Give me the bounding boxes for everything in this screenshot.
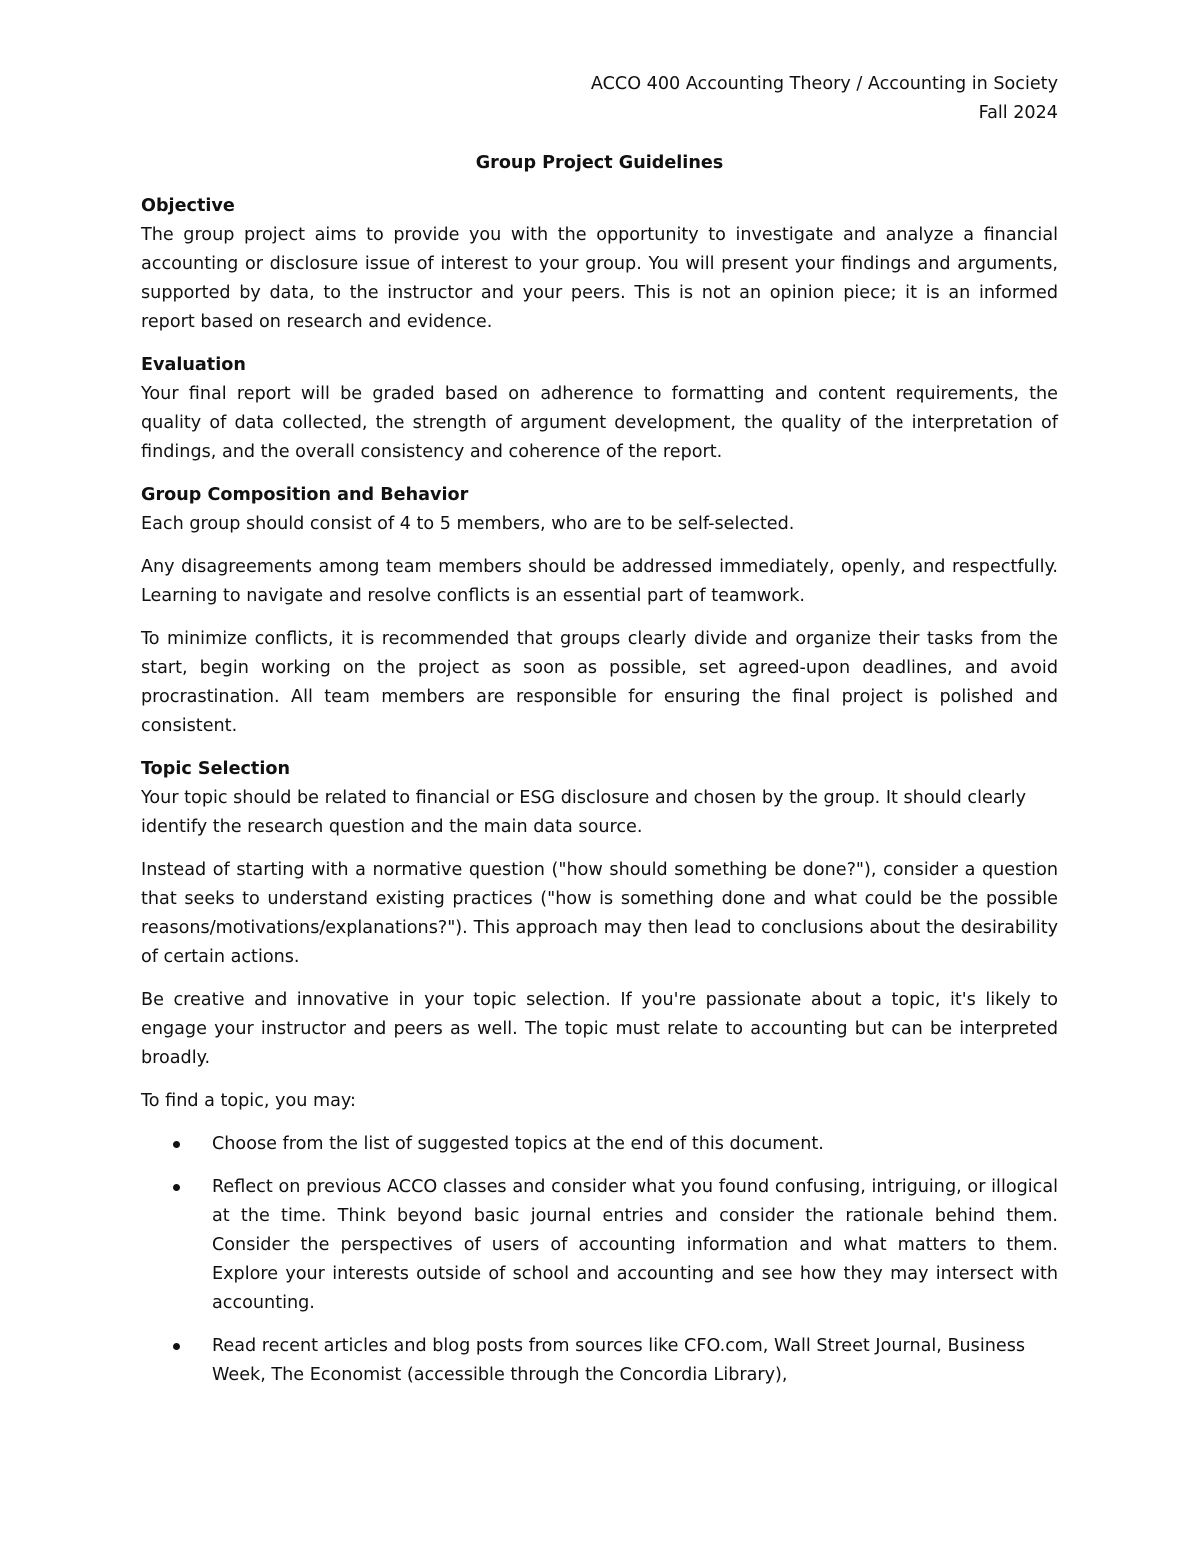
page-title: Group Project Guidelines bbox=[475, 153, 724, 173]
topic-heading: Topic Selection bbox=[141, 759, 290, 779]
list-item-text: Choose from the list of suggested topics at the end of this document. bbox=[212, 1134, 824, 1154]
topic-creativity-text: Be creative and innovative in your topic selection. If you're passionate about a topic, it's likely to engage your instructor and peers as well. The topic must relate to accounting but can be interpreted broadly. bbox=[141, 990, 1058, 1068]
group-disagreements-text: Any disagreements among team members should be addressed immediately, openly, and respectfully. Learning to navigate and resolve conflicts is an essential part of teamwork. bbox=[141, 557, 1058, 606]
group-size-text: Each group should consist of 4 to 5 members, who are to be self-selected. bbox=[141, 514, 795, 534]
document-page bbox=[141, 70, 1058, 1404]
evaluation-text: Your final report will be graded based on adherence to formatting and content requirements, the quality of data collected, the strength of argument development, the quality of the interpretation of findings, and the overall consistency and coherence of the report. bbox=[141, 384, 1058, 462]
list-item-text: Read recent articles and blog posts from sources like CFO.com, Wall Street Journal, Business Week, The Economist (accessible through the Concordia Library), bbox=[212, 1336, 1026, 1385]
group-heading: Group Composition and Behavior bbox=[141, 485, 469, 505]
evaluation-heading: Evaluation bbox=[141, 355, 246, 375]
list-item-text: Reflect on previous ACCO classes and consider what you found confusing, intriguing, or illogical at the time. Think beyond basic journal entries and consider the rationale behind them. Consider the perspectives of users of accounting information and what matters to them. Explore your interests outside of school and accounting and see how they may intersect with accounting. bbox=[212, 1177, 1058, 1313]
objective-text: The group project aims to provide you with the opportunity to investigate and analyze a financial accounting or disclosure issue of interest to your group. You will present your findings and arguments, supported by data, to the instructor and your peers. This is not an opinion piece; it is an informed report based on research and evidence. bbox=[141, 225, 1058, 332]
group-section bbox=[141, 481, 1058, 741]
bullet-icon bbox=[173, 1141, 180, 1148]
topic-requirement-text: Your topic should be related to financial or ESG disclosure and chosen by the group. It should clearly identify the research question and the main data source. bbox=[141, 788, 1027, 837]
term: Fall 2024 bbox=[978, 103, 1058, 123]
group-conflicts-text: To minimize conflicts, it is recommended that groups clearly divide and organize their tasks from the start, begin working on the project as soon as possible, set agreed-upon deadlines, and avoid procrastination. All team members are responsible for ensuring the final project is polished and consistent. bbox=[141, 629, 1058, 736]
topic-ideas-list bbox=[141, 1130, 1058, 1390]
topic-question-text: Instead of starting with a normative question ("how should something be done?"), consider a question that seeks to understand existing practices ("how is something done and what could be the possible reasons/motivations/explanations?"). This approach may then lead to conclusions about the desirability of certain actions. bbox=[141, 860, 1058, 967]
objective-heading: Objective bbox=[141, 196, 235, 216]
list-item bbox=[141, 1173, 1058, 1318]
evaluation-section bbox=[141, 351, 1058, 467]
course-title: ACCO 400 Accounting Theory / Accounting in Society bbox=[590, 74, 1058, 94]
list-item bbox=[141, 1332, 1058, 1390]
topic-intro-text: To find a topic, you may: bbox=[141, 1091, 356, 1111]
bullet-icon bbox=[173, 1184, 180, 1191]
bullet-icon bbox=[173, 1343, 180, 1350]
objective-section bbox=[141, 192, 1058, 337]
topic-section bbox=[141, 755, 1058, 1390]
list-item bbox=[141, 1130, 1058, 1159]
